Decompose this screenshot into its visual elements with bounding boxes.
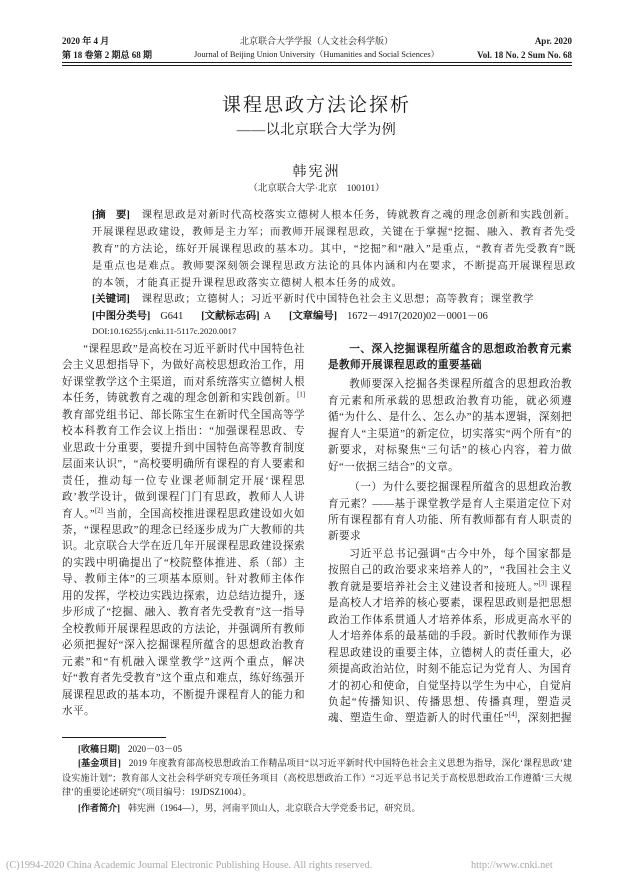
- abstract-text: 课程思政是对新时代高校落实立德树人根本任务，铸就教育之魂的理念创新和实践创新。开展课程思政建设，教师是主力军；而教师开展课程思政，关键在于掌握“挖掘、融入、教育者先受教育”的方法论，练好开展课程思政的基本功。其中，“挖掘”和“融入”是重点，“教育者先受教育”既是重点也是难点。教师要深刻领会课程思政方法论的具体内涵和内在要求，不断提高开展课程思政的本领，才能真正提升课程思政落实立德树人根本任务的成效。: [92, 210, 576, 290]
- doc-code-value: A: [263, 310, 272, 322]
- footer-copyright: (C)1994-2020 China Academic Journal Electronic Publishing House. All rights reserved.: [6, 860, 373, 871]
- paragraph-2-text-1: 习近平总书记强调“古今中外，每个国家都是按照自己的政治要求来培养人的”，“我国社会主义教育就是要培养社会主义建设者和接班人。”: [328, 548, 572, 593]
- footnote-author: [62, 801, 572, 815]
- citation-4: [4]: [509, 711, 517, 719]
- doc-code-label: [文献标志码]: [201, 310, 260, 322]
- clc-label: [中图分类号]: [92, 310, 151, 322]
- front-matter: [92, 207, 576, 338]
- article-no-value: 1672－4917(2020)02－0001－06: [347, 310, 488, 322]
- header-issue-cn: [62, 34, 152, 62]
- intro-text-3: 当前，全国高校推进课程思政建设如火如荼，“课程思政”的理念已经逐步成为广大教师的共识。北京联合大学在近几年开展课程思政建设探索的实践中明确提出了“校院整体推进、系（部）主导、教师主体”的三项基本原则。针对教师主体作用的发挥，学校边实践边探索，边总结边提升，逐步形成了“挖掘、融入、教育者先受教育”这一指导全校教师开展课程思政的方法论，并强调所有教师必须把握好“深入挖掘课程所蕴含的思想政治教育元素”和“有机融入课堂教学”这两个重点，解决好“教育者先受教育”这个重点和难点，练好练强开展课程思政的基本功，不断提升课程育人的能力和水平。: [62, 508, 305, 717]
- paragraph-2-text-2: 课程是高校人才培养的核心要素，课程思政则是把思想政治工作体系贯通人才培养体系，形成更高水平的人才培养体系的最基础的手段。新时代教师作为课程思政建设的重要主体，立德树人的责任重大，必须提高政治站位，时刻不能忘记为党育人、为国育才的初心和使命，自觉坚持以学生为中心，自觉肩负起“传播知识、传播思想、传播真理，塑造灵魂、塑造生命、塑造新人的时代重任”: [328, 581, 572, 725]
- issue-date-cn: 2020 年 4 月: [62, 36, 110, 46]
- footnotes: [62, 742, 572, 815]
- citation-3: [3]: [538, 580, 547, 588]
- clc-item: [92, 309, 183, 325]
- fund-label: [基金项目]: [78, 758, 121, 769]
- received-date: 2020－03－05: [128, 744, 183, 754]
- keywords-text: 课程思政；立德树人；习近平新时代中国特色社会主义思想；高等教育；课堂教学: [141, 294, 535, 306]
- journal-name-en: Journal of Beijing Union University（Humanities and Social Sciences）: [194, 50, 439, 59]
- intro-paragraph: [62, 342, 305, 720]
- author-name: 韩宪洲: [292, 165, 341, 180]
- footer-watermark: [6, 860, 626, 874]
- issue-date-en: Apr. 2020: [534, 36, 572, 46]
- citation-1: [1]: [297, 391, 305, 399]
- footer-url: http://www.cnki.net: [471, 860, 553, 871]
- catalog-info: [92, 309, 576, 325]
- intro-text-2: 教育部党组书记、部长陈宝生在新时代全国高等学校本科教育工作会议上指出：“加强课程思政、专业思政十分重要，要提升到中国特色高等教育制度层面来认识”，“高校要明确所有课程的育人要素和责任，推动每一位专业课老师制定开展‘课程思政’教学设计，做到课程门门有思政，教师人人讲育人。”: [62, 409, 305, 520]
- received-label: [收稿日期]: [78, 744, 120, 754]
- header-journal: [160, 34, 473, 62]
- abstract: [92, 207, 576, 292]
- section-paragraph-2: [328, 547, 572, 728]
- paragraph-2-text-3: ，深刻把握: [516, 713, 572, 725]
- abstract-label: [摘 要]: [92, 210, 130, 221]
- clc-value: G641: [160, 310, 184, 322]
- keywords: [92, 292, 576, 308]
- doc-code-item: [201, 309, 271, 325]
- doi: DOI:10.16255/j.cnki.11-5117c.2020.0017: [92, 326, 237, 337]
- article-subtitle: ——以北京联合大学为例: [236, 123, 397, 138]
- author-bio-text: 韩宪洲（1964—），男，河南平顶山人，北京联合大学党委书记，研究员。: [128, 802, 421, 813]
- fund-text: 2019 年度教育部高校思想政治工作精品项目“以习近平新时代中国特色社会主义思想为指导，深化‘课程思政’建设实施计划”；教育部人文社会科学研究专项任务项目（高校思想政治工作）“习近平总书记关于高校思想政治工作遵循‘三大规律’的重要论述研究”（项目编号：19JDSZ1004）。: [62, 758, 572, 797]
- intro-text-1: “课程思政”是高校在习近平新时代中国特色社会主义思想指导下，为做好高校思想政治工作，用好课堂教学这个主渠道，而对系统落实立德树人根本任务，铸就教育之魂的理念创新和实践创新。: [62, 344, 305, 405]
- journal-name-cn: 北京联合大学学报（人文社会科学版）: [239, 36, 393, 46]
- citation-2: [2]: [94, 507, 103, 514]
- issue-volume-en: Vol. 18 No. 2 Sum No. 68: [477, 50, 572, 60]
- article-title: 课程思政方法论探析: [221, 95, 411, 116]
- keywords-label: [关键词]: [92, 294, 130, 306]
- footnote-rule: [62, 737, 166, 738]
- article-no-label: [文章编号]: [289, 310, 338, 322]
- subsection-heading: （一）为什么要挖掘课程所蕴含的思想政治教育元素？——基于课堂教学是育人主渠道定位下对所有课程都有育人功能、所有教师都有育人职责的新要求: [328, 482, 572, 543]
- issue-volume-cn: 第 18 卷第 2 期总 68 期: [62, 50, 153, 60]
- body-right-column: [328, 342, 572, 728]
- author-bio-label: [作者简介]: [78, 802, 120, 813]
- header-rule: [62, 62, 572, 66]
- article-no-item: [289, 309, 488, 325]
- footnote-fund: [62, 756, 572, 799]
- header-issue-en: [477, 34, 572, 62]
- footnote-received: [62, 742, 572, 756]
- section-paragraph-1: 教师要深入挖掘各类课程所蕴含的思想政治教育元素和所承载的思想政治教育功能，就必须遵循“为什么、是什么、怎么办”的基本逻辑，深刻把握育人“主渠道”的新定位，切实落实“两个所有”的新要求，对标聚焦“三句话”的核心内容，着力做好“一依据三结合”的文章。: [328, 379, 572, 473]
- author-affiliation: （北京联合大学·北京 100101）: [248, 184, 385, 194]
- section-heading: 一、深入挖掘课程所蕴含的思想政治教育元素是教师开展课程思政的重要基础: [328, 344, 572, 372]
- body-left-column: [62, 342, 305, 720]
